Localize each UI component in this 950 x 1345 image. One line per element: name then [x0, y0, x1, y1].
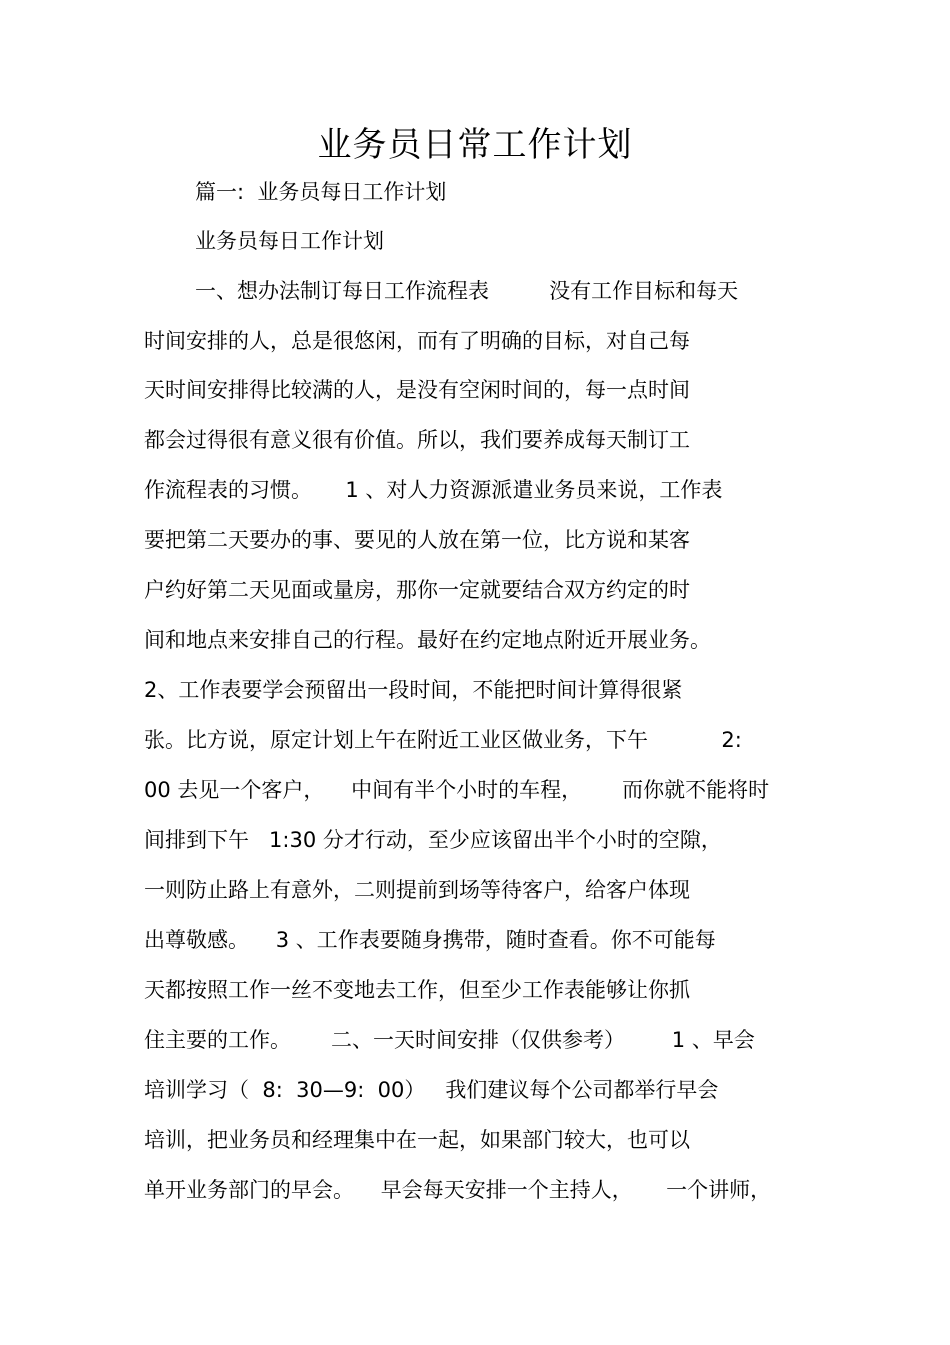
text-line: 天时间安排得比较满的人，是没有空闲时间的，每一点时间: [144, 378, 690, 402]
text-line: 培训学习（ 8: 30—9: 00） 我们建议每个公司都举行早会: [144, 1078, 719, 1102]
text-line: 间和地点来安排自己的行程。最好在约定地点附近开展业务。: [144, 628, 711, 652]
text-line: 业务员每日工作计划: [195, 229, 384, 253]
text-line: 作流程表的习惯。 1 、对人力资源派遣业务员来说，工作表: [144, 478, 723, 502]
text-line: 2、工作表要学会预留出一段时间，不能把时间计算得很紧: [144, 678, 683, 702]
text-line: 张。比方说，原定计划上午在附近工业区做业务，下午 2:: [144, 728, 742, 752]
text-line: 00 去见一个客户， 中间有半个小时的车程， 而你就不能将时: [144, 778, 770, 802]
text-line: 培训，把业务员和经理集中在一起，如果部门较大，也可以: [144, 1128, 690, 1152]
text-line: 时间安排的人，总是很悠闲，而有了明确的目标，对自己每: [144, 329, 690, 353]
text-line: 天都按照工作一丝不变地去工作，但至少工作表能够让你抓: [144, 978, 690, 1002]
text-line: 单开业务部门的早会。 早会每天安排一个主持人， 一个讲师，: [144, 1178, 772, 1202]
text-line: 一、想办法制订每日工作流程表 没有工作目标和每天: [195, 279, 739, 303]
text-line: 户约好第二天见面或量房，那你一定就要结合双方约定的时: [144, 578, 690, 602]
text-line: 出尊敬感。 3 、工作表要随身携带，随时查看。你不可能每: [144, 928, 716, 952]
text-line: 都会过得很有意义很有价值。所以，我们要养成每天制订工: [144, 428, 690, 452]
document-title: 业务员日常工作计划: [317, 125, 633, 165]
text-line: 间排到下午 1:30 分才行动，至少应该留出半个小时的空隙，: [144, 828, 722, 852]
text-line: 要把第二天要办的事、要见的人放在第一位，比方说和某客: [144, 528, 690, 552]
text-line: 一则防止路上有意外，二则提前到场等待客户，给客户体现: [144, 878, 690, 902]
text-line: 篇一: 业务员每日工作计划: [195, 180, 447, 204]
text-line: 住主要的工作。 二、一天时间安排（仅供参考） 1 、早会: [144, 1028, 755, 1052]
